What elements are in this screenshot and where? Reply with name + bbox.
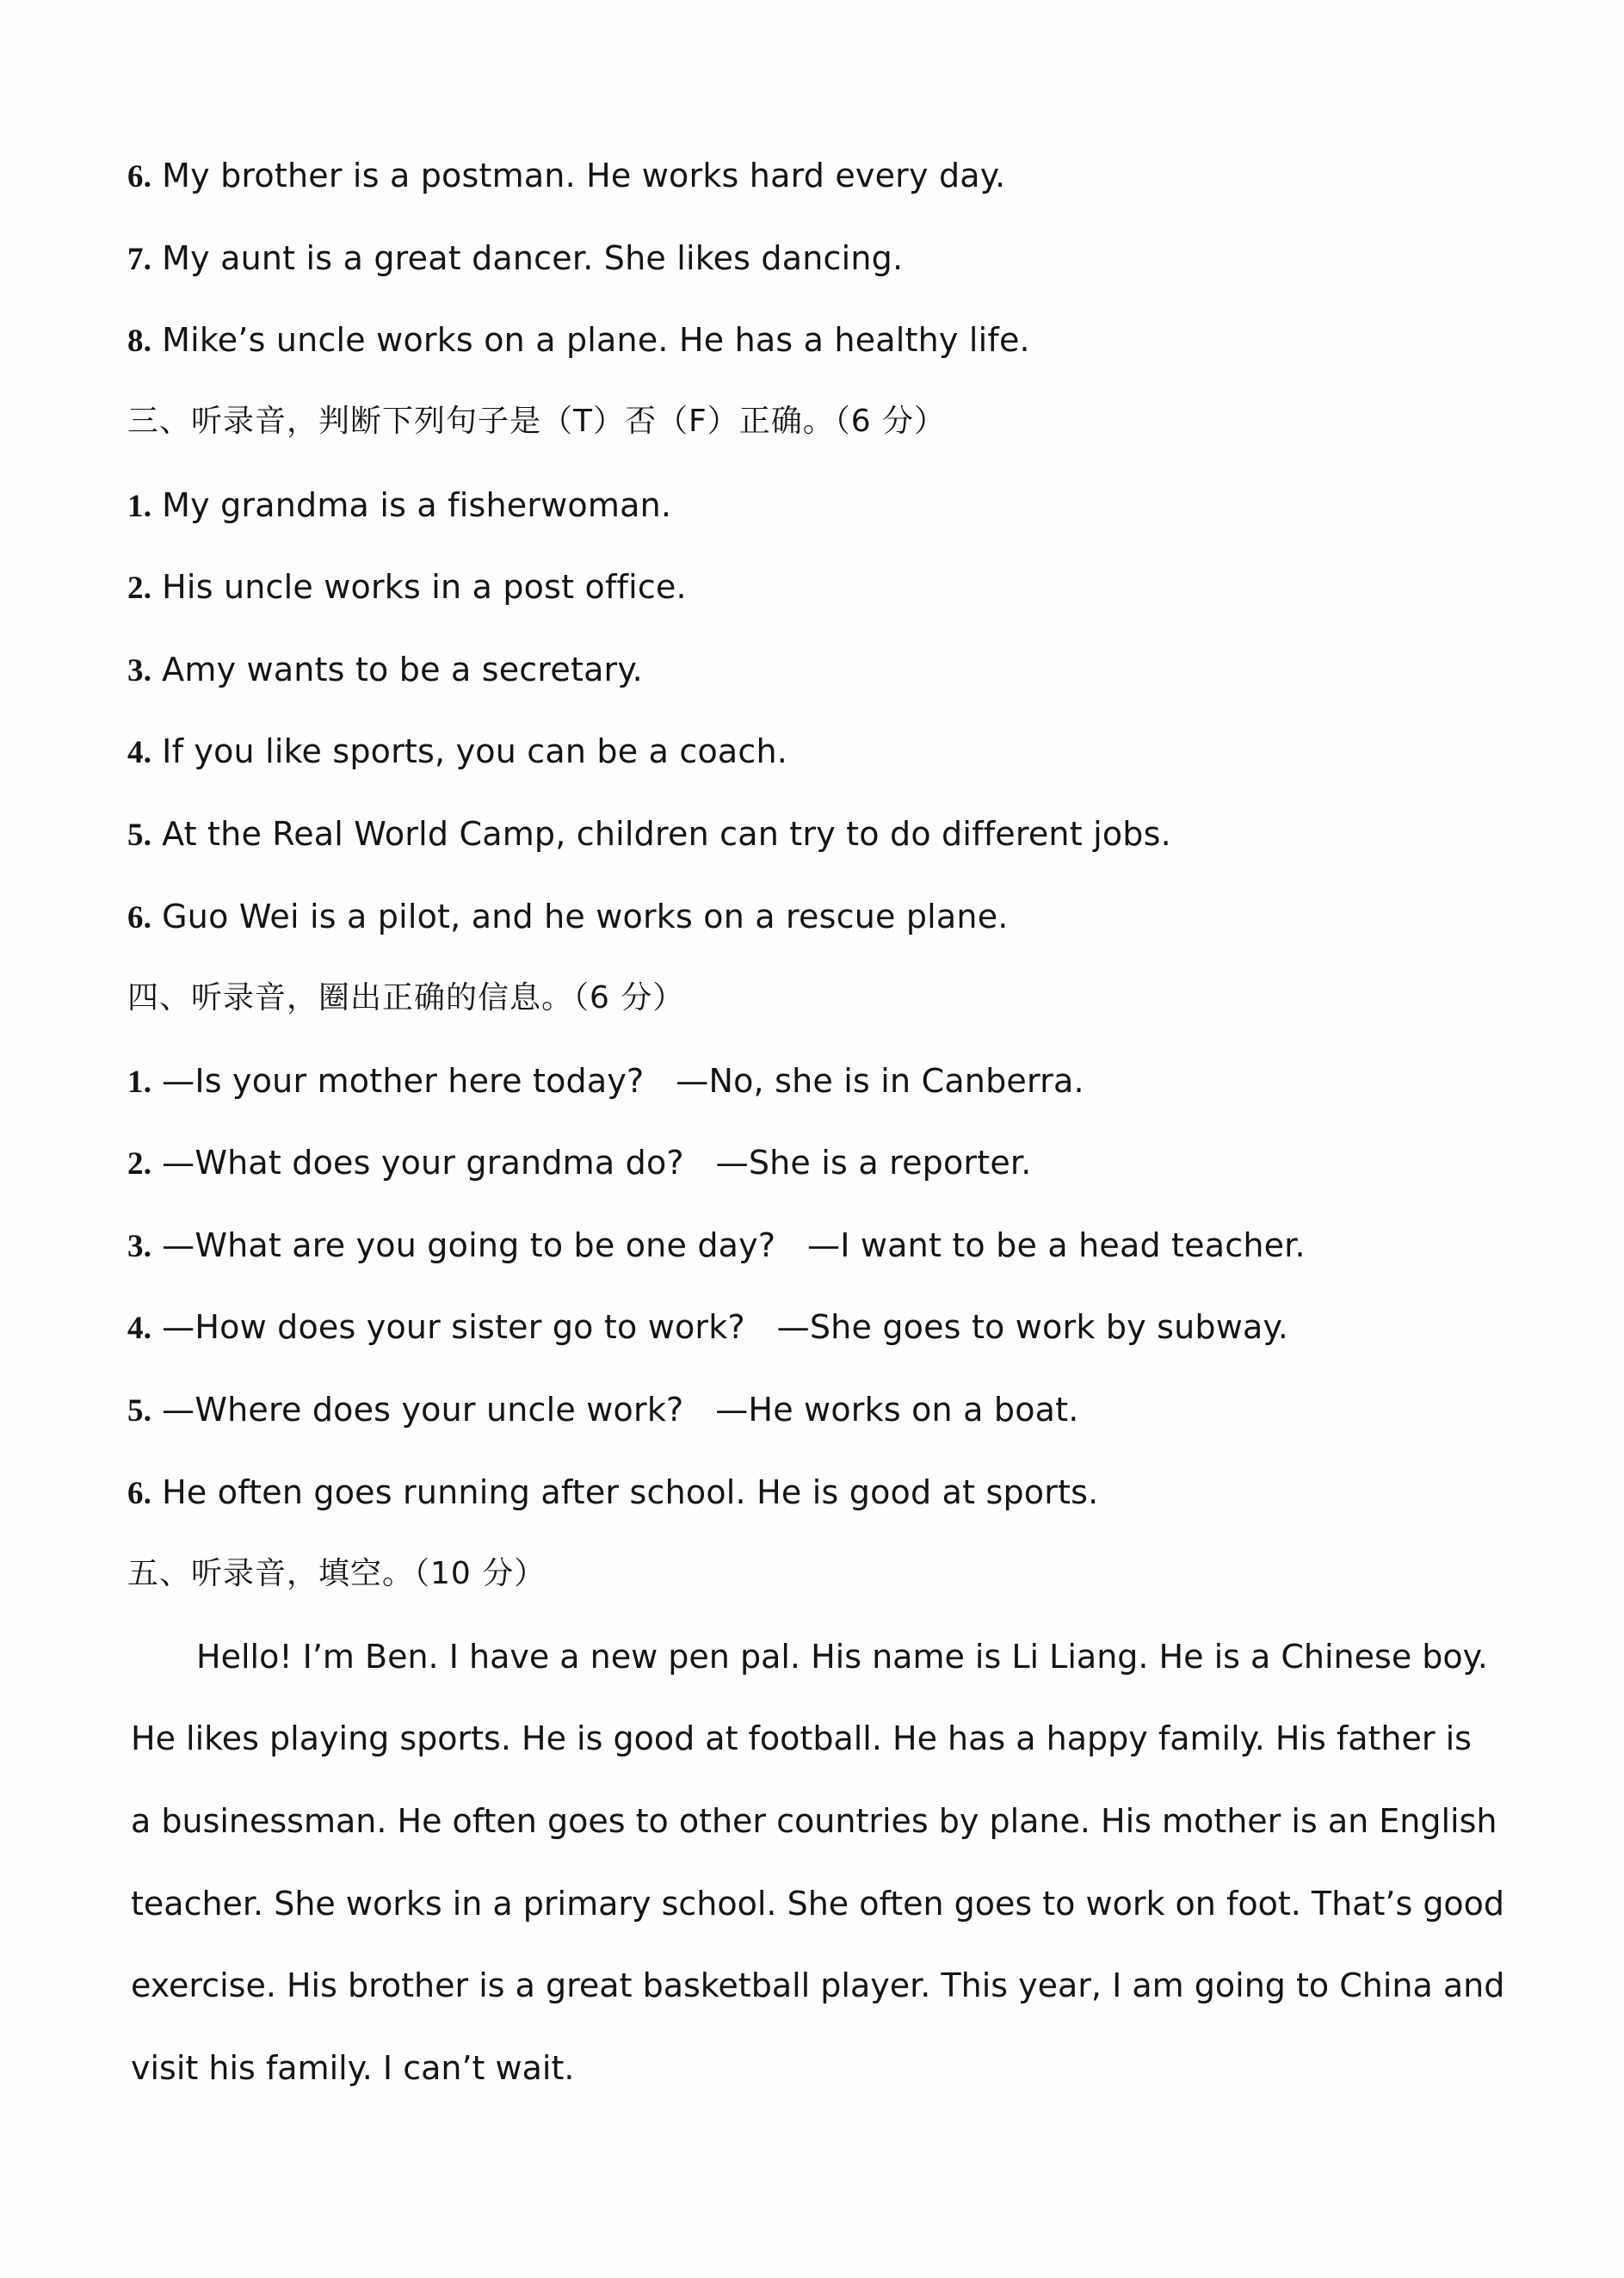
list-item <box>127 1060 1084 1103</box>
item-text: His uncle works in a post office. <box>162 568 687 606</box>
item-text: Mike’s uncle works on a plane. He has a healthy life. <box>162 321 1030 359</box>
passage-line: Hello! I’m Ben. I have a new pen pal. His name is Li Liang. He is a Chinese boy. <box>196 1638 1488 1676</box>
item-text: Guo Wei is a pilot, and he works on a rescue plane. <box>162 898 1009 935</box>
item-number: 2. <box>127 1146 152 1182</box>
list-item <box>127 1389 1079 1432</box>
item-number: 6. <box>127 159 152 194</box>
passage-line: exercise. His brother is a great basketball player. This year, I am going to China and <box>131 1966 1505 2004</box>
item-text: Amy wants to be a secretary. <box>162 651 643 688</box>
item-number: 6. <box>127 900 152 935</box>
item-text: —What are you going to be one day? —I want to be a head teacher. <box>162 1226 1306 1264</box>
list-item <box>127 1306 1288 1349</box>
item-text: My aunt is a great dancer. She likes dancing. <box>162 239 904 277</box>
list-item <box>127 319 1030 362</box>
item-text: My brother is a postman. He works hard every day. <box>162 157 1006 194</box>
list-item <box>127 813 1171 856</box>
list-item <box>127 238 903 281</box>
list-item <box>127 155 1005 198</box>
item-text: If you like sports, you can be a coach. <box>162 732 788 770</box>
passage-line: visit his family. I can’t wait. <box>131 2049 575 2087</box>
item-number: 3. <box>127 653 152 688</box>
item-text: —Where does your uncle work? —He works on a boat. <box>162 1391 1079 1429</box>
item-number: 4. <box>127 1311 152 1346</box>
list-item <box>127 566 687 609</box>
section-heading-3: 三、听录音，判断下列句子是（T）否（F）正确。（6 分） <box>127 404 947 439</box>
item-number: 4. <box>127 735 152 770</box>
list-item <box>127 649 643 692</box>
item-number: 8. <box>127 324 152 359</box>
item-number: 2. <box>127 571 152 606</box>
passage-line: a businessman. He often goes to other countries by plane. His mother is an English <box>131 1802 1497 1840</box>
item-number: 5. <box>127 818 152 853</box>
item-text: My grandma is a fisherwoman. <box>162 486 672 524</box>
item-text: —What does your grandma do? —She is a reporter. <box>162 1144 1032 1182</box>
section-heading-5: 五、听录音，填空。（10 分） <box>127 1556 546 1591</box>
item-number: 1. <box>127 1065 152 1100</box>
list-item <box>127 1142 1032 1185</box>
list-item <box>127 731 787 774</box>
section-heading-4: 四、听录音，圈出正确的信息。（6 分） <box>127 980 685 1016</box>
item-number: 6. <box>127 1476 152 1511</box>
list-item <box>127 485 671 528</box>
passage-line: teacher. She works in a primary school. She often goes to work on foot. That’s good <box>131 1885 1505 1923</box>
item-number: 5. <box>127 1393 152 1429</box>
item-text: —Is your mother here today? —No, she is in Canberra. <box>162 1062 1084 1100</box>
item-number: 7. <box>127 242 152 277</box>
list-item <box>127 896 1009 939</box>
item-text: At the Real World Camp, children can try to do different jobs. <box>162 815 1171 853</box>
item-number: 1. <box>127 489 152 524</box>
item-text: He often goes running after school. He is good at sports. <box>162 1473 1099 1511</box>
passage-line: He likes playing sports. He is good at football. He has a happy family. His father is <box>131 1719 1472 1757</box>
list-item <box>127 1472 1098 1515</box>
list-item <box>127 1225 1306 1268</box>
item-number: 3. <box>127 1229 152 1264</box>
item-text: —How does your sister go to work? —She goes to work by subway. <box>162 1308 1289 1346</box>
